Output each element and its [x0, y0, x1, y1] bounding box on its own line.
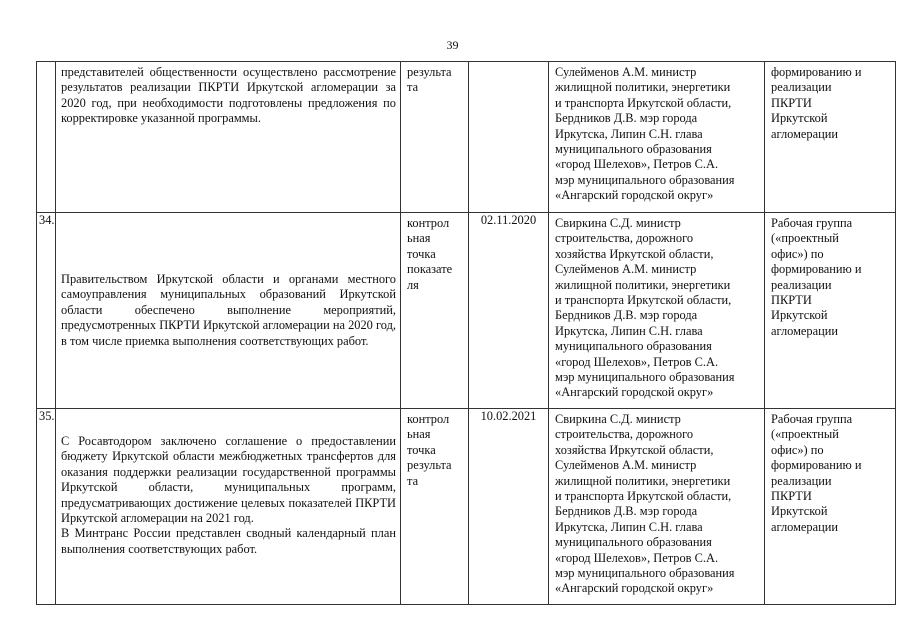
working-group-line: Иркутской [771, 111, 828, 126]
responsible-line: строительства, дорожного [555, 231, 694, 246]
working-group-line: формированию и [771, 262, 862, 277]
event-type-line: ьная [407, 231, 431, 246]
page-number: 39 [446, 38, 459, 52]
working-group-line: офис») по [771, 442, 824, 457]
working-group-line: ПКРТИ [771, 95, 812, 110]
event-type-line: показате [407, 262, 453, 277]
responsible-line: Иркутска, Липин С.Н. глава [555, 323, 703, 338]
row-number: 34. [37, 213, 56, 409]
responsible-line: муниципального образования [555, 142, 712, 157]
working-group-line: Рабочая группа [771, 412, 853, 426]
deadline-date: 02.11.2020 [469, 213, 549, 409]
deadline-date: 10.02.2021 [469, 409, 549, 605]
table-row [37, 409, 896, 605]
event-type-line: результа [407, 65, 452, 79]
responsible-line: хозяйства Иркутской области, [555, 442, 714, 457]
event-type [401, 62, 469, 213]
responsible-line: Бердников Д.В. мэр города [555, 111, 698, 126]
responsible-persons [549, 62, 765, 213]
responsible-line: Иркутска, Липин С.Н. глава [555, 126, 703, 141]
responsible-line: Сулейменов А.М. министр [555, 262, 697, 277]
description-paragraph: В Минтранс России представлен сводный календарный план выполнения соответствующих работ. [61, 526, 396, 556]
responsible-line: муниципального образования [555, 339, 712, 354]
working-group-line: Рабочая группа [771, 216, 853, 230]
responsible-persons [549, 409, 765, 605]
working-group-line: офис») по [771, 246, 824, 261]
responsible-line: «город Шелехов», Петров С.А. [555, 550, 719, 565]
row-number: 35. [37, 409, 56, 605]
working-group [765, 62, 896, 213]
working-group-line: ПКРТИ [771, 293, 812, 308]
working-group-line: агломерации [771, 323, 839, 338]
event-description [56, 213, 401, 409]
responsible-line: «Ангарский городской округ» [555, 385, 714, 400]
responsible-line: Бердников Д.В. мэр города [555, 504, 698, 519]
table-row [37, 62, 896, 213]
responsible-line: мэр муниципального образования [555, 566, 735, 581]
description-paragraph: Правительством Иркутской области и органами местного самоуправления муниципальных образований Иркутской области обеспечено выполнение мероприятий, предусмотренных ПКРТИ Иркутской агломерации на 2020 год, в том числе приемка выполнения соответствующих работ. [61, 271, 396, 348]
responsible-line: муниципального образования [555, 535, 712, 550]
responsible-line: мэр муниципального образования [555, 172, 735, 187]
working-group-line: Иркутской [771, 504, 828, 519]
event-type-line: точка [407, 246, 436, 261]
responsible-line: «город Шелехов», Петров С.А. [555, 354, 719, 369]
responsible-line: «город Шелехов», Петров С.А. [555, 157, 719, 172]
working-group-line: формированию и [771, 65, 862, 79]
responsible-line: строительства, дорожного [555, 427, 694, 442]
row-number [37, 62, 56, 213]
event-type [401, 213, 469, 409]
working-group [765, 409, 896, 605]
responsible-line: хозяйства Иркутской области, [555, 246, 714, 261]
responsible-line: «Ангарский городской округ» [555, 581, 714, 596]
working-group-line: реализации [771, 473, 832, 488]
responsible-line: Свиркина С.Д. министр [555, 412, 681, 426]
responsible-line: Свиркина С.Д. министр [555, 216, 681, 230]
event-description [56, 62, 401, 213]
responsible-persons [549, 213, 765, 409]
responsible-line: и транспорта Иркутской области, [555, 489, 732, 504]
event-description [56, 409, 401, 605]
responsible-line: «Ангарский городской округ» [555, 188, 714, 203]
working-group-line: формированию и [771, 458, 862, 473]
responsible-line: Сулейменов А.М. министр [555, 458, 697, 473]
description-paragraph: С Росавтодором заключено соглашение о предоставлении бюджету Иркутской области межбюджетных трансфертов для оказания поддержки реализации государственной программы Иркутской области, муниципальных программ, предусматривающих достижение целевых показателей ПКРТИ Иркутской агломерации на 2021 год. [61, 434, 396, 526]
responsible-line: мэр муниципального образования [555, 370, 735, 385]
working-group-line: реализации [771, 80, 832, 95]
event-type-line: контрол [407, 216, 450, 230]
event-type-line: та [407, 473, 419, 488]
event-type-line: та [407, 80, 419, 95]
working-group-line: реализации [771, 277, 832, 292]
working-group-line: ПКРТИ [771, 489, 812, 504]
working-group-line: («проектный [771, 231, 839, 246]
responsible-line: Сулейменов А.М. министр [555, 65, 697, 79]
responsible-line: жилищной политики, энергетики [555, 80, 731, 95]
responsible-line: жилищной политики, энергетики [555, 473, 731, 488]
responsible-line: жилищной политики, энергетики [555, 277, 731, 292]
responsible-line: Бердников Д.В. мэр города [555, 308, 698, 323]
working-group-line: агломерации [771, 519, 839, 534]
responsible-line: и транспорта Иркутской области, [555, 95, 732, 110]
responsible-line: Иркутска, Липин С.Н. глава [555, 519, 703, 534]
table-body [37, 62, 896, 605]
working-group-line: («проектный [771, 427, 839, 442]
working-group [765, 213, 896, 409]
event-type-line: точка [407, 442, 436, 457]
event-type-line: контрол [407, 412, 450, 426]
plan-table [36, 61, 896, 605]
event-type-line: ля [407, 277, 419, 292]
deadline-date [469, 62, 549, 213]
event-type [401, 409, 469, 605]
event-type-line: ьная [407, 427, 431, 442]
working-group-line: агломерации [771, 126, 839, 141]
working-group-line: Иркутской [771, 308, 828, 323]
responsible-line: и транспорта Иркутской области, [555, 293, 732, 308]
table-row [37, 213, 896, 409]
description-paragraph: представителей общественности осуществлено рассмотрение результатов реализации ПКРТИ Иркутской агломерации за 2020 год, при необходимости подготовлены предложения по корректировке указанной программы. [61, 65, 396, 126]
event-type-line: результа [407, 458, 452, 473]
